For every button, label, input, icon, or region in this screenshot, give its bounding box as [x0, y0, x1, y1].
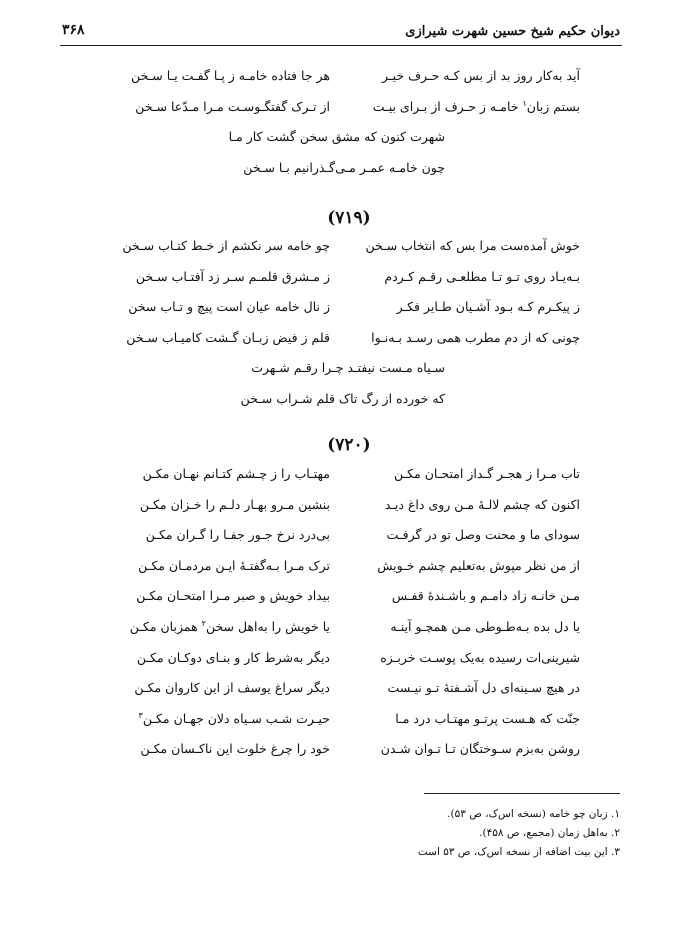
closing-line: سـیاه مـست نیفتـد چـرا رقـم شـهرت	[251, 360, 445, 376]
ghazal-720	[96, 466, 580, 772]
misra-second: از تـرک گفتگـوسـت مـرا مـدّعا سـخن	[135, 98, 330, 114]
bayt	[96, 299, 580, 330]
footnotes	[200, 808, 620, 865]
misra-second: هر جا فتاده خامـه ز پـا گفـت یـا سـخن	[131, 68, 330, 83]
misra-first: آید به‌کار روز بد از بس کـه حـرف خیـر	[382, 68, 580, 83]
page-number: ۳۶۸	[62, 22, 85, 38]
closing-line: که خورده از رگ تاک قلم شـراب سـخن	[240, 391, 445, 407]
bayt	[96, 711, 580, 742]
misra-first: روشن به‌بزم سـوختگان تـا تـوان شـدن	[380, 741, 580, 757]
bayt	[96, 238, 580, 269]
bayt	[96, 466, 580, 497]
footnote: ۳. این بیت اضافه از نسخه اس‌ک، ص ۵۳ است	[417, 846, 620, 858]
misra-first: تاب مـرا ز هجـر گـداز امتحـان مکـن	[394, 466, 580, 481]
misra-second: چو خامه سر نکشم از خـط کتـاب سـخن	[122, 238, 330, 253]
misra-second: ز مـشرق قلمـم سـر زد آفتـاب سـخن	[135, 268, 330, 284]
misra-second: ترک مـرا بـه‌گفتـۀ ایـن مردمـان مکـن	[138, 557, 330, 573]
footnote-marker: ۱	[522, 98, 527, 108]
misra-first: یا دل بده بـه‌طـوطی مـن همچـو آینـه	[390, 618, 580, 634]
misra-second: خود را چرغ خلوت این ناکـسان مکـن	[140, 741, 330, 757]
bayt	[96, 68, 580, 99]
misra-first: ز پیکـرم کـه بـود آشـیان طـایر فکـر	[396, 299, 580, 315]
bayt	[96, 99, 580, 130]
misra-second: یا خویش را به‌اهل سخن$^۲$ همزبان مکـن	[129, 618, 330, 635]
misra-first: بستم زبان$^۱$ خامـه ز حـرف از بـرای بیـت	[372, 98, 580, 114]
ghazal-number: (۷۲۰)	[327, 435, 371, 455]
bayt	[96, 619, 580, 650]
misra-first: خوش آمده‌ست مرا بس که انتخاب سـخن	[365, 238, 580, 253]
misra-first: شیرینی‌ات رسیده به‌یک پوسـت خربـزه	[380, 649, 580, 665]
ghazal-number: (۷۱۹)	[327, 208, 371, 228]
bayt	[96, 650, 580, 681]
poem-continuation	[96, 68, 580, 191]
footnote: ۱. زبان چو خامه (نسخه اس‌ک، ص ۵۳).	[447, 808, 620, 820]
misra-second: قلم ز فیض زبـان گـشت کامیـاب سـخن	[126, 329, 330, 345]
misra-first: بـه‌یـاد روی تـو تـا مطلعـی رقـم کـردم	[384, 268, 580, 284]
book-title: دیوان حکیم شیخ حسین شهرت شیرازی	[405, 24, 620, 39]
bayt	[96, 741, 580, 772]
misra-first: اکنون که چشم لالـۀ مـن روی داغ دیـد	[384, 496, 580, 512]
misra-second: دیگر سراغ یوسف از این کاروان مکـن	[134, 680, 330, 696]
misra-first: در هیچ سـینه‌ای دل آشـفتۀ تـو نیـست	[387, 680, 580, 696]
misra-second: دیگر به‌شرط کار و بنـای دوکـان مکـن	[136, 649, 330, 665]
header-divider	[60, 45, 622, 46]
footnote-marker: ۲	[201, 618, 206, 628]
closing-line: شهرت کنون که مشق سخن گشت کار مـا	[228, 129, 445, 145]
bayt	[96, 497, 580, 528]
bayt	[96, 680, 580, 711]
misra-first: مـن خانـه زاد دامـم و باشـندۀ قفـس	[391, 588, 580, 604]
misra-first: جنّت که هـست پرتـو مهتـاب درد مـا	[395, 710, 580, 726]
footnote-divider	[424, 793, 620, 794]
footnote-marker: ۳	[138, 710, 143, 720]
bayt	[96, 330, 580, 361]
closing-line: چون خامـه عمـر مـی‌گـذرانیم بـا سـخن	[243, 160, 445, 176]
ghazal-719	[96, 238, 580, 422]
bayt	[96, 558, 580, 589]
bayt	[96, 588, 580, 619]
misra-second: مهتـاب را ز چـشم کتـانم نهـان مکـن	[142, 466, 330, 481]
misra-second: بی‌درد نرخ جـور جفـا را گـران مکـن	[145, 527, 330, 543]
bayt	[96, 269, 580, 300]
misra-second: ز نال خامه عیان است پیچ و تـاب سخن	[128, 299, 330, 315]
misra-second: بیداد خویش و صبر مـرا امتحـان مکـن	[136, 588, 330, 604]
misra-first: سودای ما و محنت وصل تو در گرفـت	[386, 527, 580, 543]
page-header	[62, 18, 620, 44]
footnote: ۲. به‌اهل زمان (مجمع، ص ۴۵۸).	[479, 827, 620, 839]
misra-second: حیـرت شـب سـیاه دلان جهـان مکـن$^۳$	[138, 710, 330, 726]
misra-first: از من نظر مپوش به‌تعلیم چشم خـویش	[377, 557, 580, 573]
misra-second: بنشین مـرو بهـار دلـم را خـزان مکـن	[139, 496, 330, 512]
misra-first: چونی که از دم مطرب همی رسـد بـه‌نـوا	[371, 329, 580, 345]
bayt	[96, 527, 580, 558]
